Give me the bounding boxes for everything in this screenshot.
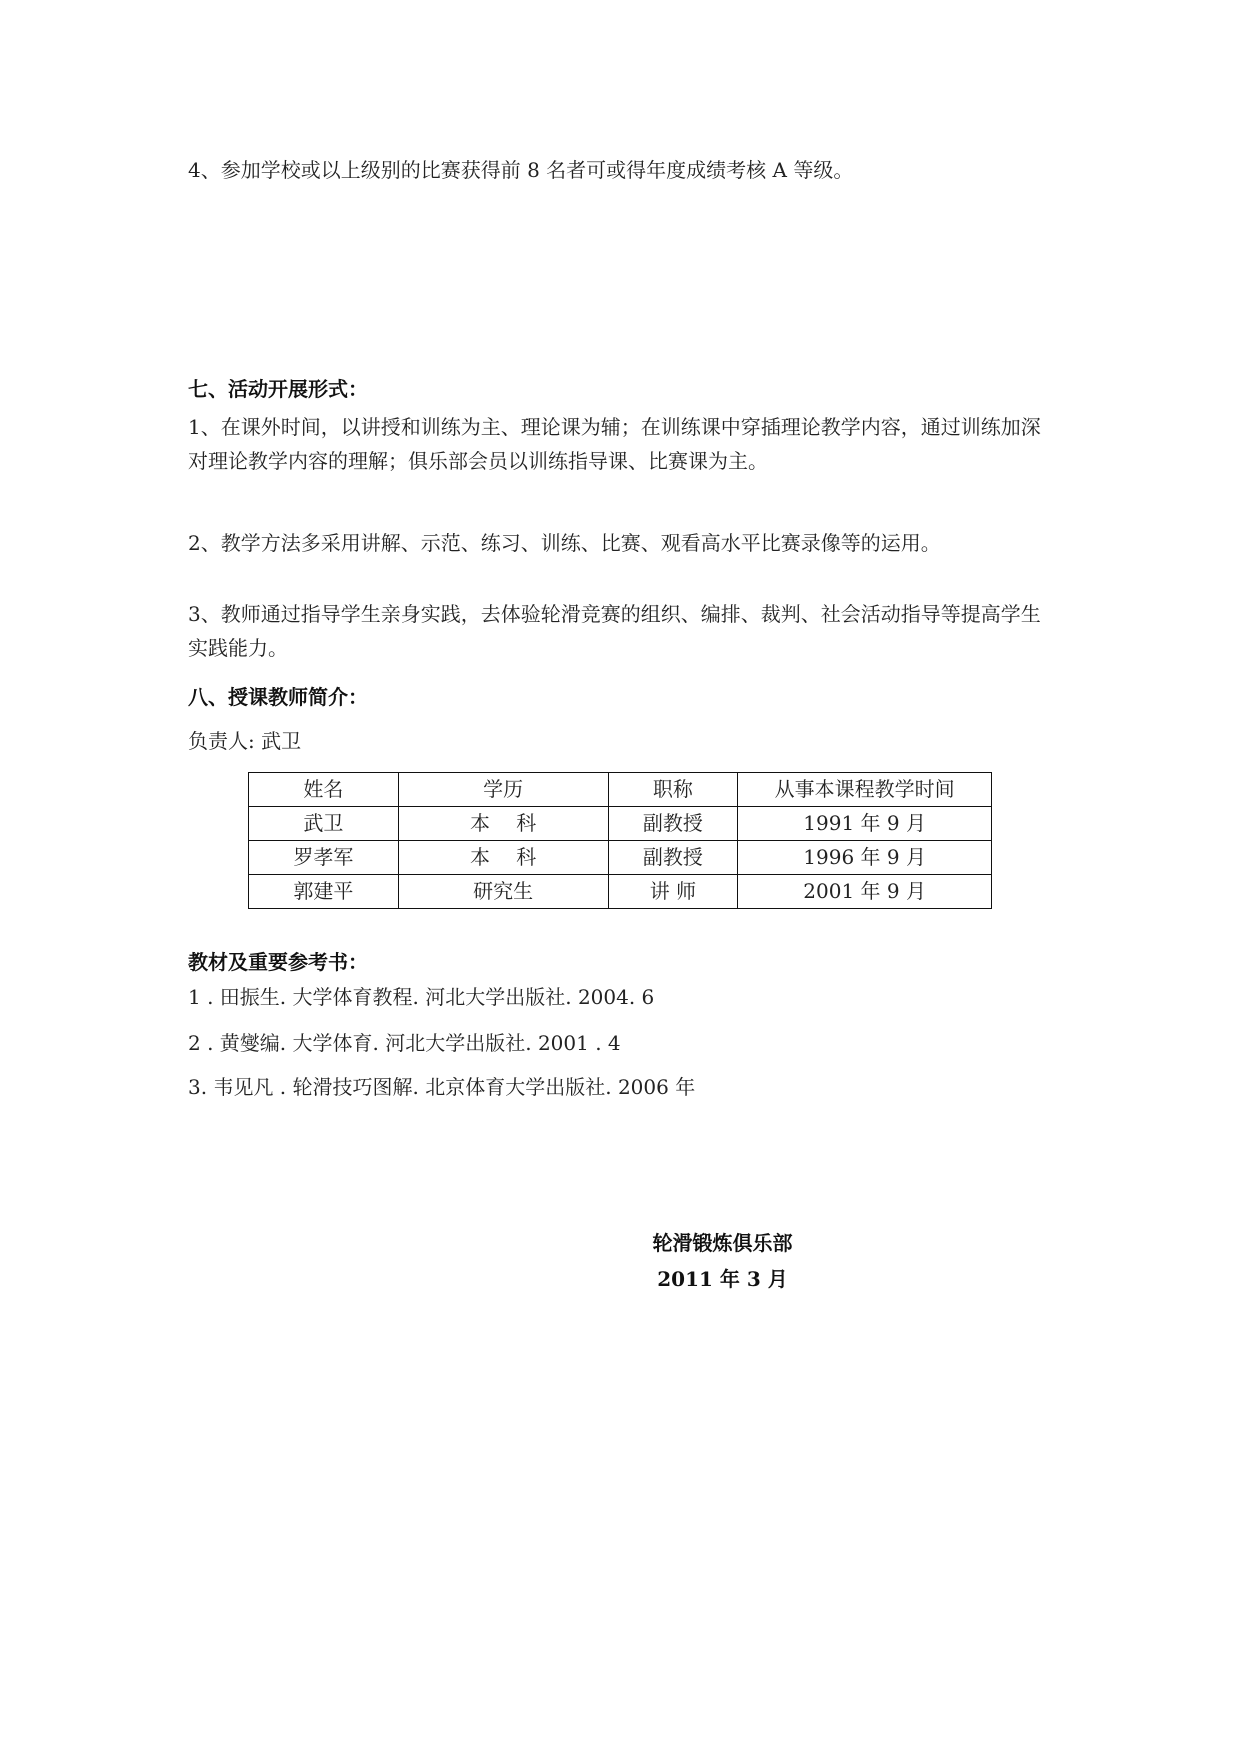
- table-header-row: [249, 773, 992, 807]
- cell-name: 郭建平: [249, 875, 399, 909]
- section-7-paragraph-3: 3、教师通过指导学生亲身实践，去体验轮滑竞赛的组织、编排、裁判、社会活动指导等提高学生实践能力。: [188, 602, 1041, 660]
- rule-item-4: 4、参加学校或以上级别的比赛获得前 8 名者可或得年度成绩考核 A 等级。: [188, 158, 854, 182]
- section-7-paragraph-2: 2、教学方法多采用讲解、示范、练习、训练、比赛、观看高水平比赛录像等的运用。: [188, 531, 941, 555]
- teacher-table: [248, 772, 992, 909]
- book-item-2: 2 . 黄燮编. 大学体育. 河北大学出版社. 2001 . 4: [188, 1031, 621, 1055]
- book-item-3: 3. 韦见凡 . 轮滑技巧图解. 北京体育大学出版社. 2006 年: [188, 1075, 696, 1099]
- header-education: 学历: [398, 773, 608, 807]
- cell-teaching-since: 1996 年 9 月: [738, 841, 992, 875]
- book-item-1: 1 . 田振生. 大学体育教程. 河北大学出版社. 2004. 6: [188, 985, 655, 1009]
- signature-organization: 轮滑锻炼俱乐部: [652, 1231, 793, 1255]
- books-heading: 教材及重要参考书：: [188, 950, 368, 974]
- cell-title: 讲 师: [608, 875, 738, 909]
- signature-date: 2011 年 3 月: [657, 1267, 788, 1291]
- cell-education: 研究生: [398, 875, 608, 909]
- table-row: [249, 807, 992, 841]
- table-row: [249, 875, 992, 909]
- cell-name: 武卫: [249, 807, 399, 841]
- cell-teaching-since: 2001 年 9 月: [738, 875, 992, 909]
- header-name: 姓名: [249, 773, 399, 807]
- cell-education: 本 科: [398, 807, 608, 841]
- cell-name: 罗孝军: [249, 841, 399, 875]
- cell-title: 副教授: [608, 841, 738, 875]
- section-7-heading: 七、活动开展形式：: [188, 377, 368, 401]
- leader-line: 负责人: 武卫: [188, 729, 302, 753]
- section-7-paragraph-1: 1、在课外时间，以讲授和训练为主、理论课为辅；在训练课中穿插理论教学内容，通过训练加深对理论教学内容的理解；俱乐部会员以训练指导课、比赛课为主。: [188, 415, 1041, 473]
- header-teaching-since: 从事本课程教学时间: [738, 773, 992, 807]
- cell-education: 本 科: [398, 841, 608, 875]
- header-title: 职称: [608, 773, 738, 807]
- section-8-heading: 八、授课教师简介：: [188, 685, 368, 709]
- cell-title: 副教授: [608, 807, 738, 841]
- cell-teaching-since: 1991 年 9 月: [738, 807, 992, 841]
- table-row: [249, 841, 992, 875]
